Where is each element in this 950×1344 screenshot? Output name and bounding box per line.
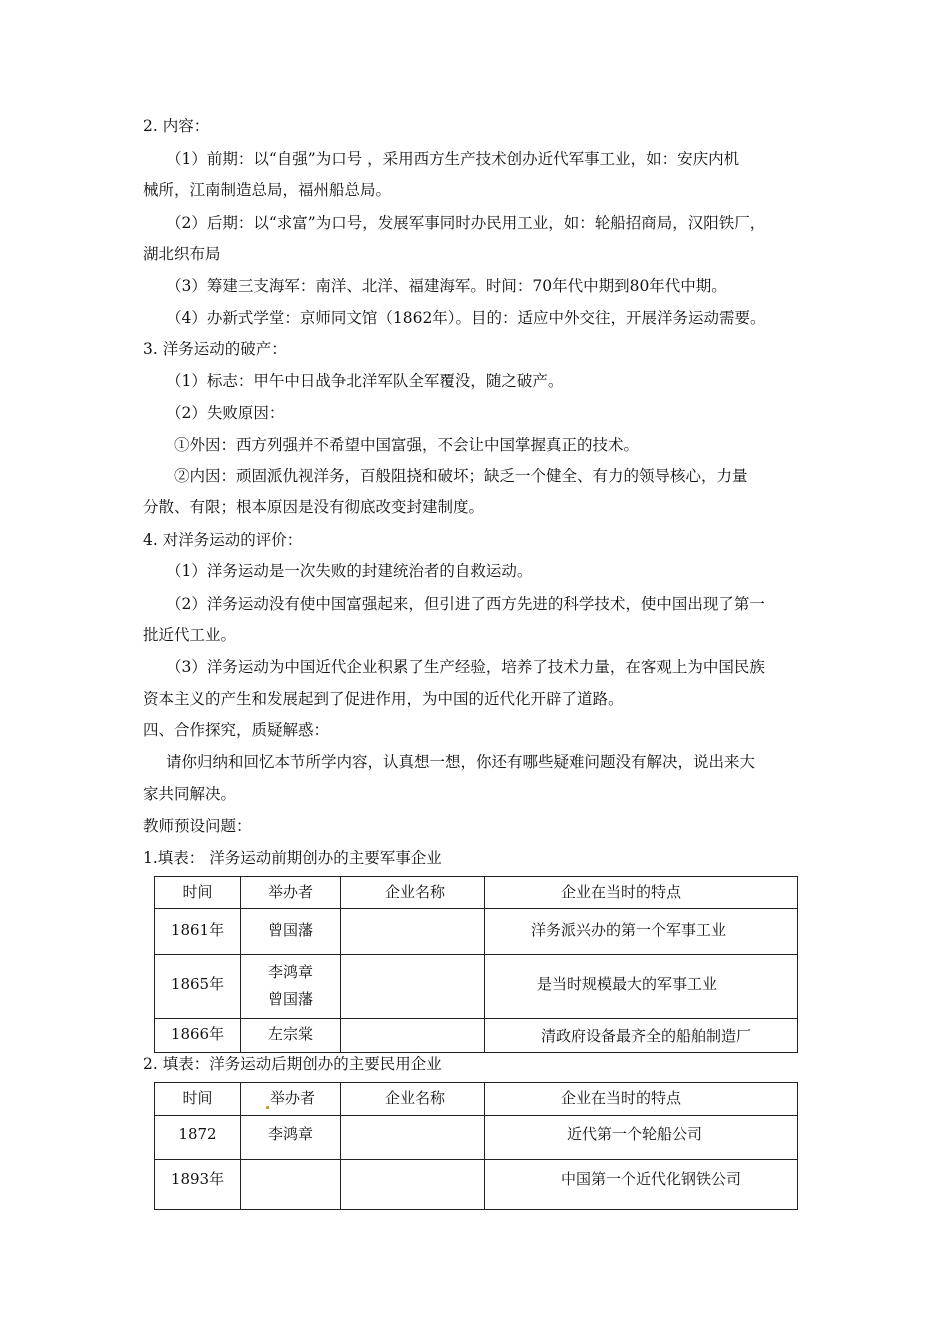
paragraph-late-period-cont: 湖北织布局 — [143, 245, 221, 263]
cell-organizer: 李鸿章 — [267, 1125, 313, 1143]
heading-bankruptcy: 3. 洋务运动的破产： — [143, 340, 287, 358]
paragraph-inquiry-cont: 家共同解决。 — [143, 785, 237, 803]
paragraph-external-cause: ①外因：西方列强并不希望中国富强，不会让中国掌握真正的技术。 — [174, 436, 640, 454]
cell-organizer: 李鸿章 曾国藩 — [267, 963, 313, 1008]
cell-feature: 近代第一个轮船公司 — [567, 1125, 703, 1143]
marker-dot — [266, 1106, 269, 1109]
paragraph-eval-2: （2）洋务运动没有使中国富强起来，但引进了西方先进的科学技术，使中国出现了第一 — [166, 595, 765, 613]
paragraph-sign: （1）标志：甲午中日战争北洋军队全军覆没，随之破产。 — [166, 372, 564, 390]
paragraph-eval-3-cont: 资本主义的产生和发展起到了促进作用，为中国的近代化开辟了道路。 — [143, 690, 624, 708]
header-organizer-label: 举办者 — [269, 1089, 315, 1107]
header-time: 时间 — [182, 883, 213, 901]
header-enterprise-name: 企业名称 — [385, 883, 446, 901]
table1-title: 1.填表： 洋务运动前期创办的主要军事企业 — [143, 849, 442, 867]
table-header-row — [155, 877, 798, 909]
header-organizer — [241, 1083, 340, 1109]
table-row — [155, 1116, 798, 1160]
paragraph-internal-cause-cont: 分散、有限；根本原因是没有彻底改变封建制度。 — [143, 498, 485, 516]
cell-organizer — [241, 1160, 340, 1164]
cell-feature: 中国第一个近代化钢铁公司 — [561, 1170, 742, 1188]
cell-enterprise-name — [341, 1019, 484, 1023]
cell-time: 1893年 — [170, 1170, 225, 1188]
cell-enterprise-name — [341, 1160, 484, 1164]
heading-cooperative-inquiry: 四、合作探究，质疑解惑： — [143, 721, 330, 739]
paragraph-eval-2-cont: 批近代工业。 — [143, 626, 237, 644]
paragraph-school: （4）办新式学堂：京师同文馆（1862年）。目的：适应中外交往，开展洋务运动需要。 — [166, 309, 766, 327]
cell-feature: 是当时规模最大的军事工业 — [537, 975, 718, 993]
cell-time: 1866年 — [170, 1025, 225, 1043]
heading-evaluation: 4. 对洋务运动的评价： — [143, 531, 303, 549]
paragraph-navy: （3）筹建三支海军：南洋、北洋、福建海军。时间：70年代中期到80年代中期。 — [166, 277, 727, 295]
military-enterprises-table — [154, 876, 798, 1053]
cell-time: 1872 — [178, 1125, 217, 1143]
paragraph-failure-reasons: （2）失败原因： — [166, 404, 285, 422]
paragraph-internal-cause: ②内因：顽固派仇视洋务，百般阻挠和破坏；缺乏一个健全、有力的领导核心，力量 — [174, 467, 748, 485]
header-enterprise-name: 企业名称 — [385, 1089, 446, 1107]
paragraph-late-period: （2）后期：以“求富”为口号，发展军事同时办民用工业，如：轮船招商局，汉阳铁厂， — [166, 214, 766, 232]
table-row — [155, 955, 798, 1019]
header-feature: 企业在当时的特点 — [561, 883, 682, 901]
header-organizer: 举办者 — [267, 883, 313, 901]
table-row — [155, 1019, 798, 1053]
table2-title: 2. 填表：洋务运动后期创办的主要民用企业 — [143, 1055, 442, 1073]
cell-time: 1865年 — [170, 975, 225, 993]
cell-organizer: 左宗棠 — [267, 1025, 313, 1043]
cell-feature: 洋务派兴办的第一个军事工业 — [531, 921, 727, 939]
cell-enterprise-name — [341, 909, 484, 913]
table-header-row — [155, 1083, 798, 1116]
cell-feature: 清政府设备最齐全的船舶制造厂 — [541, 1027, 752, 1045]
heading-teacher-questions: 教师预设问题： — [143, 817, 252, 835]
paragraph-early-period-cont: 械所，江南制造总局，福州船总局。 — [143, 181, 392, 199]
header-time: 时间 — [182, 1089, 213, 1107]
table-row — [155, 909, 798, 955]
paragraph-eval-1: （1）洋务运动是一次失败的封建统治者的自救运动。 — [166, 562, 533, 580]
heading-content: 2. 内容： — [143, 117, 210, 135]
cell-enterprise-name — [341, 955, 484, 959]
paragraph-early-period: （1）前期：以“自强”为口号 ，采用西方生产技术创办近代军事工业，如：安庆内机 — [166, 150, 740, 168]
header-feature: 企业在当时的特点 — [561, 1089, 682, 1107]
table-row — [155, 1160, 798, 1210]
cell-organizer: 曾国藩 — [267, 921, 313, 939]
cell-time: 1861年 — [170, 921, 225, 939]
paragraph-eval-3: （3）洋务运动为中国近代企业积累了生产经验，培养了技术力量，在客观上为中国民族 — [166, 658, 765, 676]
cell-enterprise-name — [341, 1116, 484, 1120]
paragraph-inquiry: 请你归纳和回忆本节所学内容，认真想一想，你还有哪些疑难问题没有解决，说出来大 — [166, 753, 756, 771]
civilian-enterprises-table — [154, 1082, 798, 1210]
